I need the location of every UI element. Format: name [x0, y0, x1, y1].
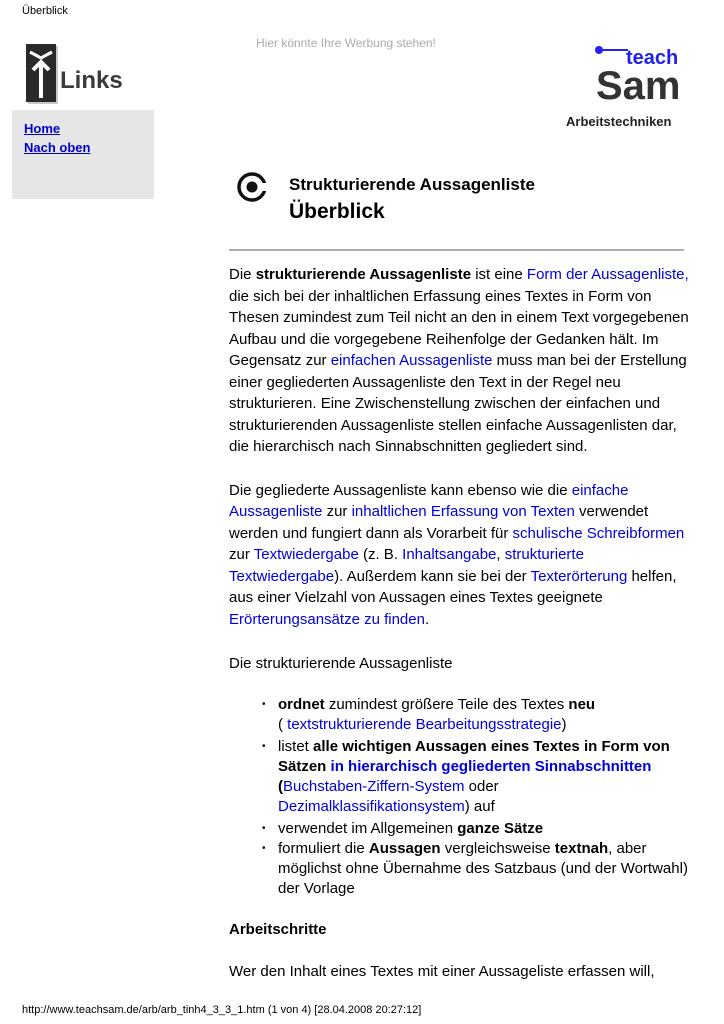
- link-schulische-schreibformen[interactable]: schulische Schreibformen: [512, 524, 685, 542]
- nav-sidebar: [12, 110, 154, 199]
- page-subtitle: Strukturierende Aussagenliste: [289, 175, 535, 194]
- page-title: Überblick: [289, 200, 385, 223]
- list-item: [278, 737, 689, 817]
- nav-nach-oben-link[interactable]: Nach oben: [24, 140, 91, 155]
- link-einfache-aussagenliste[interactable]: einfache Aussagenliste: [229, 481, 629, 520]
- section-heading-arbeitsschritte: Arbeitschritte: [229, 920, 327, 938]
- text: zur: [322, 503, 352, 520]
- bold-text: alle wichtigen Aussagen eines Textes in Form von Sätzen: [278, 737, 670, 775]
- teachsam-logo[interactable]: [566, 42, 698, 130]
- divider: [229, 249, 684, 251]
- link-buchstaben-ziffern-system[interactable]: Buchstaben-Ziffern-System: [283, 777, 465, 795]
- text: , aber möglichst ohne Übernahme des Satzbaus (und der Wortwahl) der Vorlage: [278, 839, 688, 897]
- feature-list: [229, 695, 689, 899]
- text: ): [561, 715, 567, 733]
- text: ). Außerdem kann sie bei der: [334, 567, 531, 585]
- text: listet: [278, 737, 314, 755]
- link-textstrukturierende-strategie[interactable]: textstrukturierende Bearbeitungsstrategie: [287, 715, 562, 733]
- text: vergleichsweise: [440, 839, 555, 857]
- text: ist eine: [471, 266, 527, 283]
- text: verwendet im Allgemeinen: [278, 819, 458, 837]
- bold-text: (: [278, 777, 283, 795]
- nav-home-link[interactable]: Home: [24, 121, 61, 136]
- advertisement-text: Hier könnte Ihre Werbung stehen!: [256, 36, 436, 50]
- text: helfen, aus einer Vielzahl von Aussagen eines Textes geeignete: [229, 567, 677, 606]
- text: oder: [464, 777, 499, 795]
- text: zur: [229, 546, 254, 563]
- links-logo[interactable]: [26, 44, 144, 106]
- text: zumindest größere Teile des Textes: [324, 695, 569, 713]
- link-inhaltsangabe[interactable]: Inhaltsangabe: [402, 546, 497, 563]
- logo-arbeitstechniken-text: Arbeitstechniken: [566, 114, 672, 129]
- text: (z. B.: [358, 546, 403, 563]
- text: die sich bei der inhaltlichen Erfassung eines Textes in Form von Thesen zumindest zum Teil nicht an den in einem Text vorgegebenen Aufbau und die vorgegebene Reihenfolge der Gedanken hält. Im Gegensatz zur: [229, 287, 689, 369]
- text: .: [424, 610, 430, 628]
- list-item: [278, 839, 689, 899]
- link-textwiedergabe[interactable]: Textwiedergabe: [253, 546, 359, 563]
- text: formuliert die: [278, 839, 369, 857]
- paragraph-usage: [229, 480, 689, 631]
- text: ,: [496, 546, 505, 563]
- bold-text: textnah: [554, 839, 609, 857]
- links-logo-text: Links: [60, 67, 123, 94]
- text: Die: [229, 266, 256, 283]
- paragraph-last-line: Wer den Inhalt eines Textes mit einer Aussageliste erfassen will,: [229, 963, 655, 980]
- document-title: Überblick: [22, 5, 68, 17]
- link-form-der-aussagenliste[interactable]: Form der Aussagenliste,: [526, 266, 689, 283]
- text: Die gegliederte Aussagenliste kann ebenso wie die: [229, 481, 572, 499]
- link-texteroerterung[interactable]: Texterörterung: [530, 567, 628, 585]
- link-inhaltliche-erfassung[interactable]: inhaltlichen Erfassung von Texten: [351, 503, 575, 520]
- paragraph-intro: [229, 264, 689, 458]
- list-item: [278, 695, 689, 735]
- bold-text: ordnet: [278, 695, 325, 713]
- text: muss man bei der Erstellung einer gegliederten Aussagenliste den Text in der Regel neu strukturieren. Eine Zwischenstellung zwischen der einfachen und strukturierenden Aussagenliste stellen einfache Aussagenlisten dar, die hierarchisch nach Sinnabschnitten gegliedert sind.: [229, 352, 687, 455]
- link-eroerterungsansaetze[interactable]: Erörterungsansätze zu finden: [229, 610, 425, 628]
- bold-text: neu: [568, 695, 596, 713]
- paragraph-list-intro: Die strukturierende Aussagenliste: [229, 655, 453, 672]
- text: ) auf: [464, 797, 495, 815]
- logo-sam-text: Sam: [596, 64, 681, 108]
- link-einfache-aussagenliste[interactable]: einfachen Aussagenliste: [330, 352, 493, 369]
- logo-teach-text: teach: [626, 47, 679, 69]
- link-strukturierte-textwiedergabe[interactable]: strukturierte Textwiedergabe: [229, 546, 584, 585]
- bold-text: ganze Sätze: [457, 819, 544, 837]
- bold-text: strukturierende Aussagenliste: [255, 266, 472, 283]
- text: (: [278, 715, 288, 733]
- page-footer-url: http://www.teachsam.de/arb/arb_tinh4_3_3_1.htm (1 von 4) [28.04.2008 20:27:12]: [22, 1004, 422, 1016]
- bold-text: Aussagen: [368, 839, 441, 857]
- list-item: [278, 819, 689, 839]
- target-icon: [234, 170, 270, 204]
- link-sinnabschnitte[interactable]: in hierarchisch gegliederten Sinnabschnitten: [330, 757, 652, 775]
- main-content: [229, 264, 689, 983]
- text: verwendet werden und fungiert dann als Vorarbeit für: [229, 503, 649, 542]
- link-dezimalklassifikationsystem[interactable]: Dezimalklassifikationsystem: [278, 797, 465, 815]
